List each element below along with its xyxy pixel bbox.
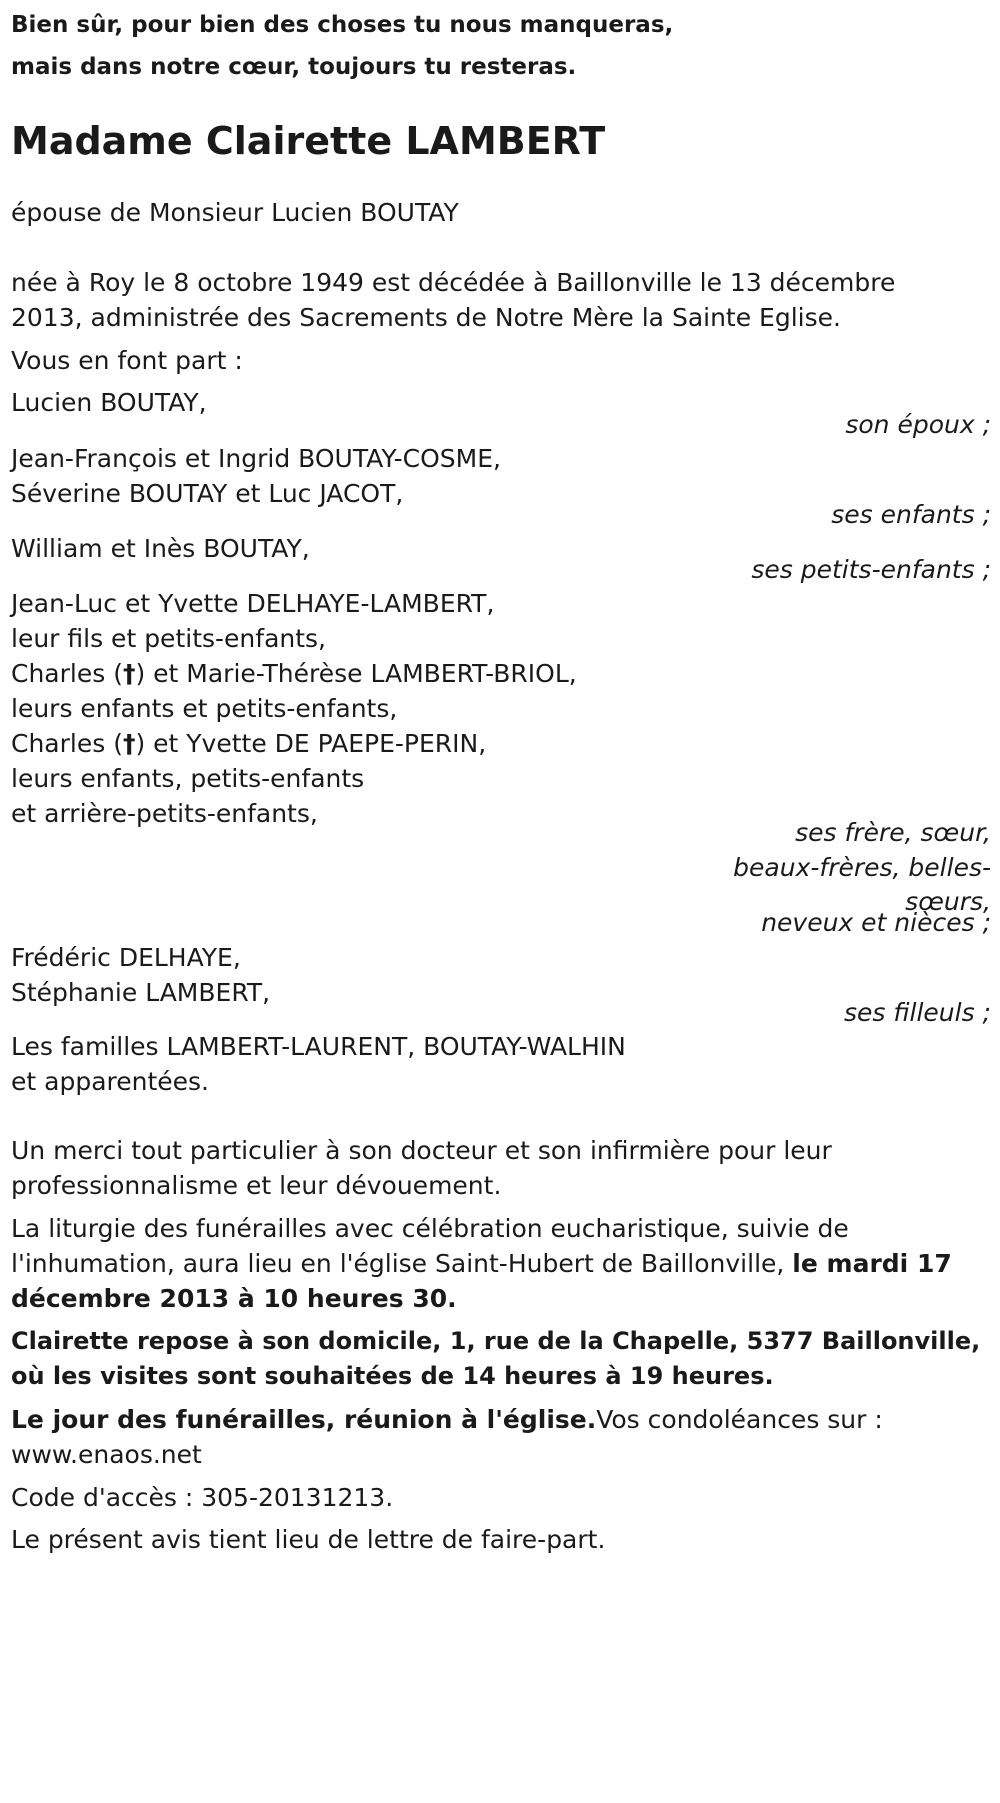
relation-label: ses frère, sœur,: [795, 818, 991, 847]
relation-label: son époux ;: [845, 410, 991, 439]
spouse-line: épouse de Monsieur Lucien BOUTAY: [11, 198, 459, 227]
family-name: Lucien BOUTAY,: [11, 388, 207, 417]
thanks-line-2: professionnalisme et leur dévouement.: [11, 1171, 502, 1200]
relation-label: neveux et nièces ;: [761, 908, 991, 937]
access-code: Code d'accès : 305-20131213.: [11, 1483, 394, 1512]
family-name: leurs enfants et petits-enfants,: [11, 694, 398, 723]
family-name: Frédéric DELHAYE,: [11, 943, 241, 972]
funeral-line-1: La liturgie des funérailles avec célébration eucharistique, suivie de: [11, 1214, 849, 1243]
epigraph-line-1: Bien sûr, pour bien des choses tu nous manqueras,: [11, 12, 674, 38]
condolences-website-link[interactable]: www.enaos.net: [11, 1440, 202, 1469]
family-name: et arrière-petits-enfants,: [11, 799, 318, 828]
family-name: Stéphanie LAMBERT,: [11, 978, 271, 1007]
family-name: leurs enfants, petits-enfants: [11, 764, 365, 793]
deceased-cross-icon: †: [122, 659, 136, 688]
family-name: et apparentées.: [11, 1067, 209, 1096]
family-name-deceased-sibling: [11, 661, 577, 686]
announcement-intro: Vous en font part :: [11, 346, 243, 375]
family-name: Jean-Luc et Yvette DELHAYE-LAMBERT,: [11, 589, 495, 618]
family-name-part: ) et Marie-Thérèse LAMBERT-BRIOL,: [135, 659, 577, 688]
meeting-info: Le jour des funérailles, réunion à l'église.: [11, 1405, 597, 1434]
family-name-part: Charles (: [11, 729, 123, 758]
funeral-date: le mardi 17: [792, 1249, 952, 1278]
relation-label: beaux-frères, belles-: [733, 853, 991, 882]
funeral-date-time: décembre 2013 à 10 heures 30.: [11, 1284, 457, 1313]
family-name-deceased-sibling: [11, 731, 486, 756]
family-name-part: Charles (: [11, 659, 123, 688]
deceased-name: Madame Clairette LAMBERT: [11, 119, 606, 163]
relation-label: ses filleuls ;: [844, 998, 991, 1027]
birth-death-line-1: née à Roy le 8 octobre 1949 est décédée à Baillonville le 13 décembre: [11, 268, 896, 297]
thanks-line-1: Un merci tout particulier à son docteur et son infirmière pour leur: [11, 1136, 832, 1165]
epigraph-line-2: mais dans notre cœur, toujours tu resteras.: [11, 54, 577, 80]
relation-label: sœurs,: [905, 887, 991, 916]
birth-death-line-2: 2013, administrée des Sacrements de Notre Mère la Sainte Eglise.: [11, 303, 841, 332]
family-name: William et Inès BOUTAY,: [11, 534, 310, 563]
condolences-text: Vos condoléances sur :: [596, 1405, 883, 1434]
deceased-cross-icon: †: [122, 729, 136, 758]
visit-line-2: où les visites sont souhaitées de 14 heures à 19 heures.: [11, 1362, 774, 1390]
funeral-line-2: [11, 1251, 952, 1276]
funeral-location: l'inhumation, aura lieu en l'église Saint-Hubert de Baillonville,: [11, 1249, 785, 1278]
relation-label: ses enfants ;: [831, 500, 991, 529]
family-name: leur fils et petits-enfants,: [11, 624, 327, 653]
visit-line-1: Clairette repose à son domicile, 1, rue de la Chapelle, 5377 Baillonville,: [11, 1327, 981, 1355]
closing-line: Le présent avis tient lieu de lettre de faire-part.: [11, 1525, 606, 1554]
family-name: Les familles LAMBERT-LAURENT, BOUTAY-WALHIN: [11, 1032, 626, 1061]
family-name: Séverine BOUTAY et Luc JACOT,: [11, 479, 404, 508]
family-name: Jean-François et Ingrid BOUTAY-COSME,: [11, 444, 501, 473]
family-name-part: ) et Yvette DE PAEPE-PERIN,: [135, 729, 487, 758]
meeting-line: [11, 1407, 883, 1432]
relation-label: ses petits-enfants ;: [751, 555, 991, 584]
